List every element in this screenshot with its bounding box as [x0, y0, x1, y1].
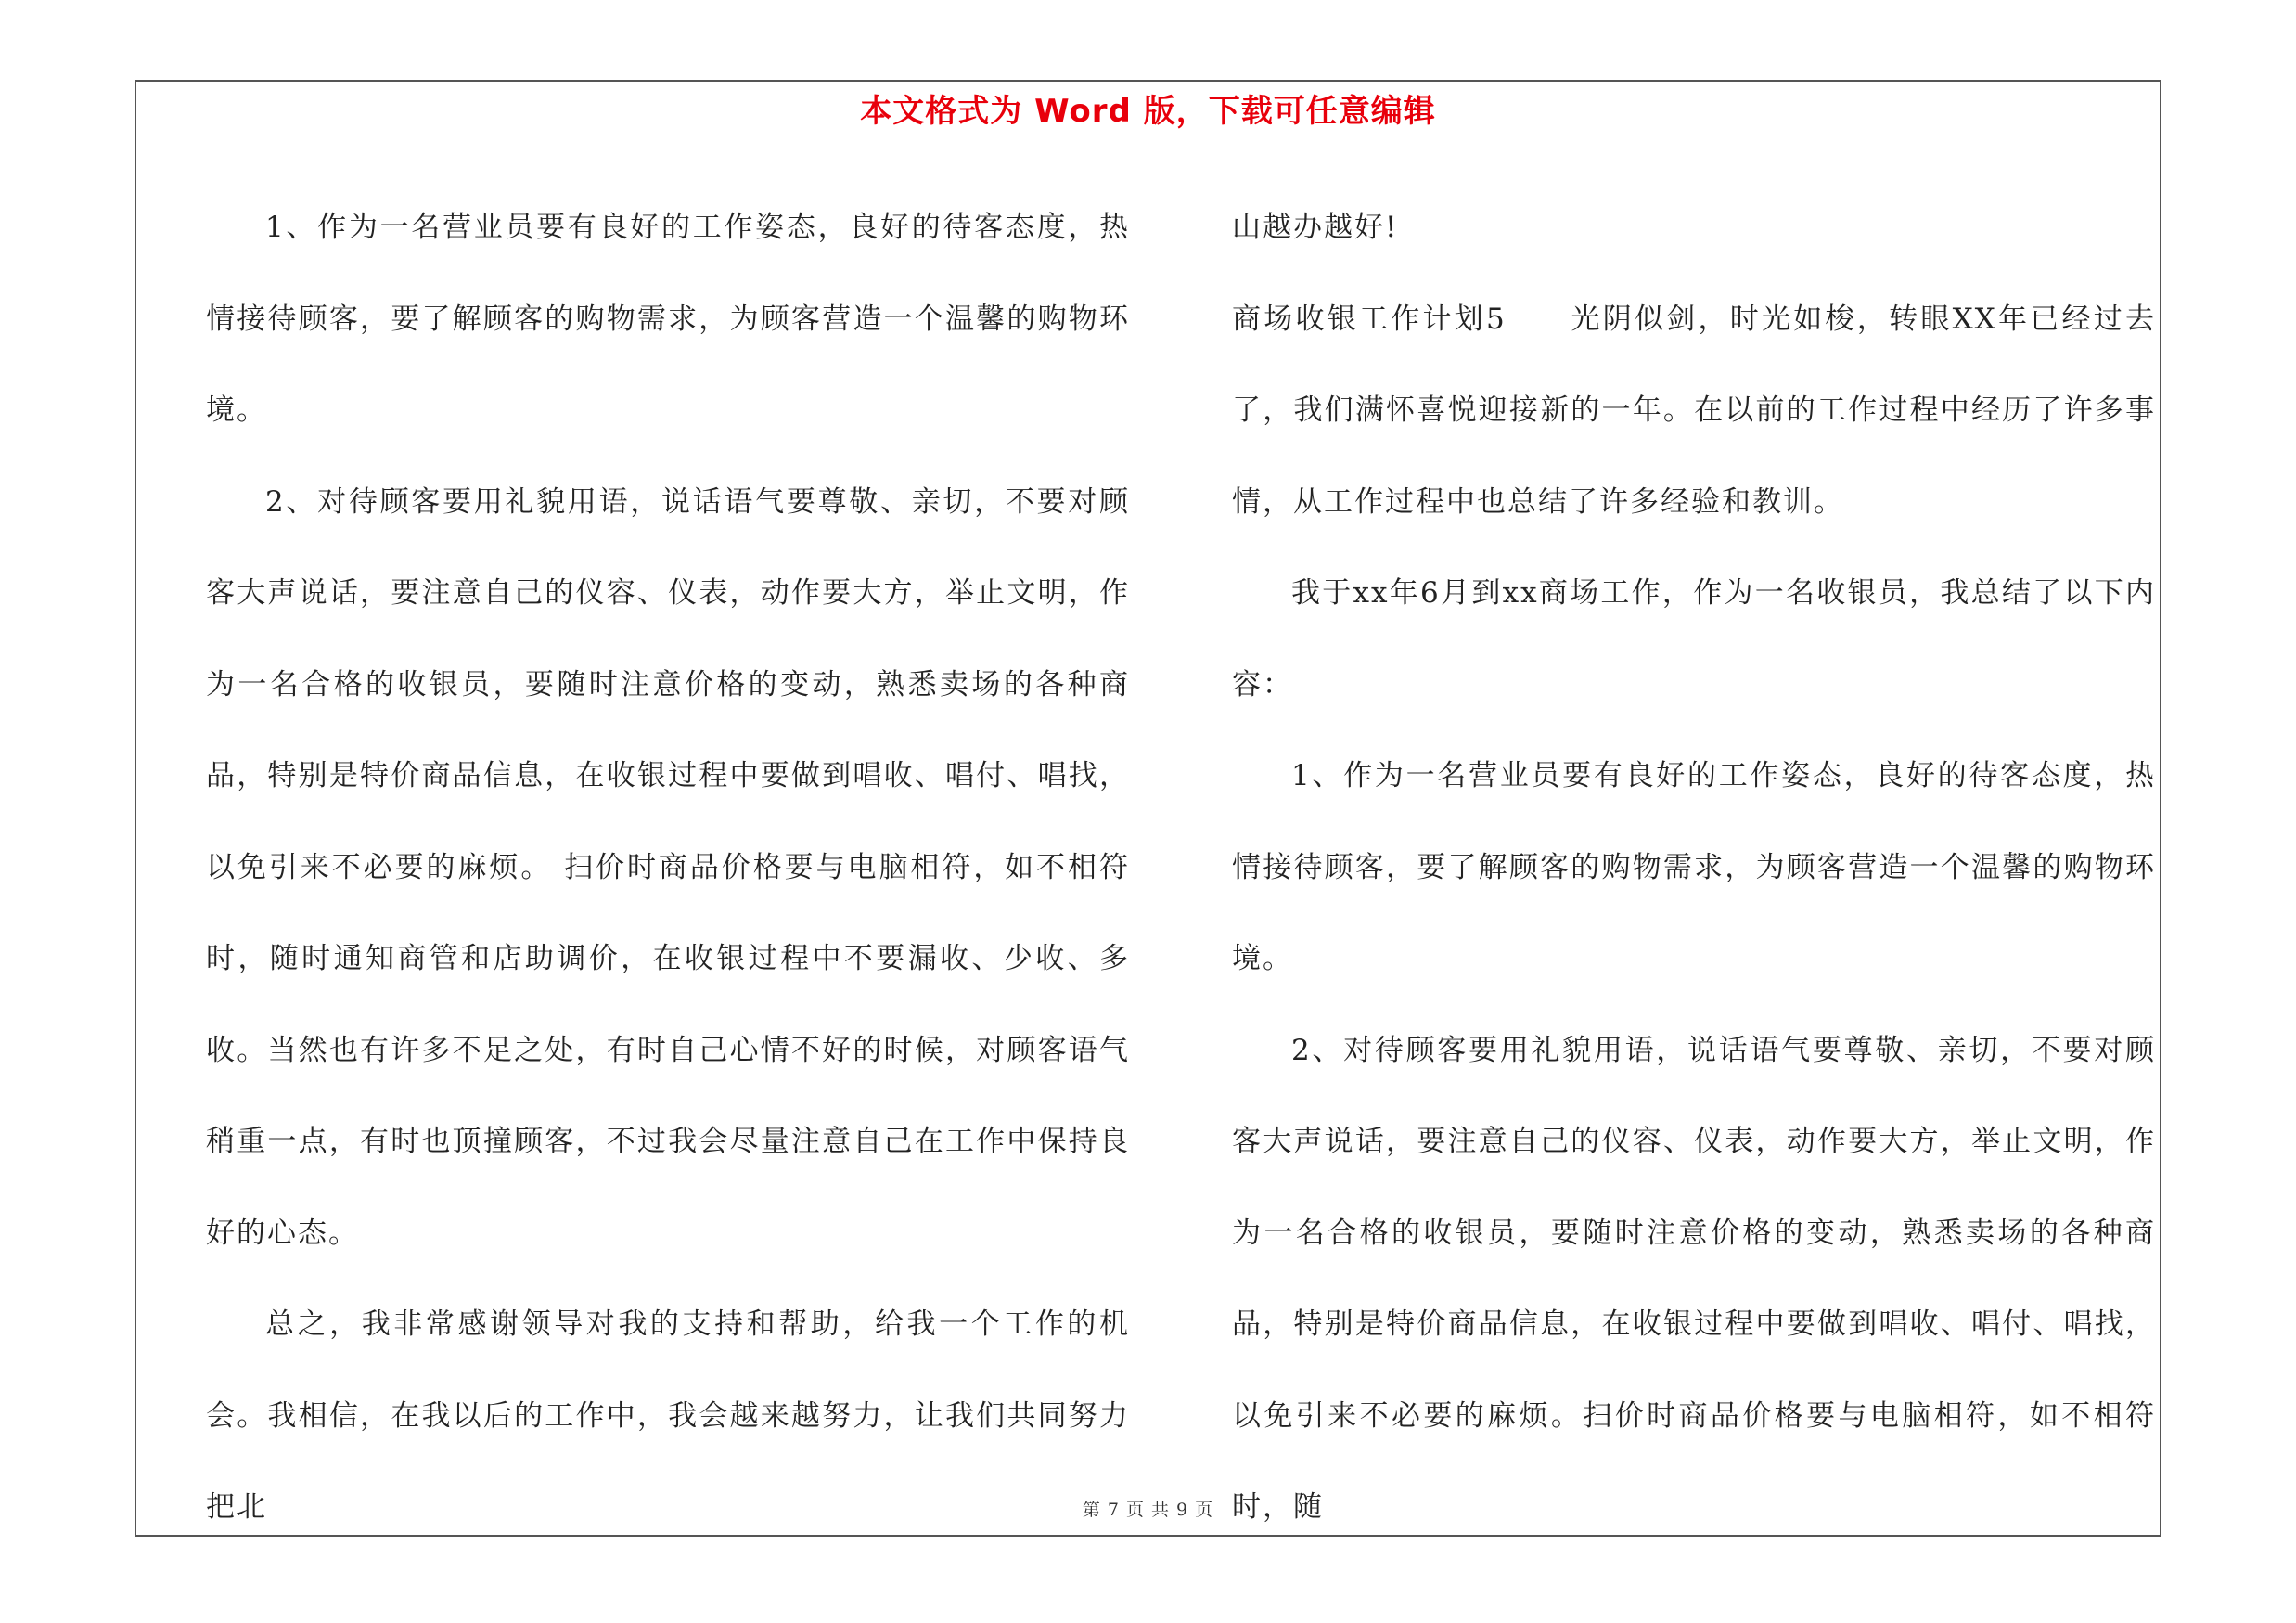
right-paragraph-continuation: 山越办越好!: [1232, 211, 1399, 244]
right-paragraph-intro: 我于xx年6月到xx商场工作，作为一名收银员，我总结了以下内容：: [1232, 576, 2156, 702]
right-paragraph-point-2: 2、对待顾客要用礼貌用语，说话语气要尊敬、亲切，不要对顾客大声说话，要注意自己的仪容、仪表，动作要大方，举止文明，作为一名合格的收银员，要随时注意价格的变动，熟悉卖场的各种商品，特别是特价商品信息，在收银过程中要做到唱收、唱付、唱找，以免引来不必要的麻烦。扫价时商品价格要与电脑相符，如不相符时，随: [1232, 1033, 2156, 1524]
format-banner: 本文格式为 Word 版，下载可任意编辑: [860, 93, 1436, 130]
left-paragraph-2: 2、对待顾客要用礼貌用语，说话语气要尊敬、亲切，不要对顾客大声说话，要注意自己的仪容、仪表，动作要大方，举止文明，作为一名合格的收银员，要随时注意价格的变动，熟悉卖场的各种商品，特别是特价商品信息，在收银过程中要做到唱收、唱付、唱找，以免引来不必要的麻烦。 扫价时商品价格要与电脑相符，如不相符时，随时通知商管和店助调价，在收银过程中不要漏收、少收、多收。当然也有许多不足之处，有时自己心情不好的时候，对顾客语气稍重一点，有时也顶撞顾客，不过我会尽量注意自己在工作中保持良好的心态。: [206, 484, 1130, 1250]
left-paragraph-3: 总之，我非常感谢领导对我的支持和帮助，给我一个工作的机会。我相信，在我以后的工作中，我会越来越努力，让我们共同努力把北: [206, 1307, 1130, 1524]
left-column: [206, 182, 1130, 1553]
right-paragraph-plan-heading: 商场收银工作计划5 光阴似剑，时光如梭，转眼XX年已经过去了，我们满怀喜悦迎接新的一年。在以前的工作过程中经历了许多事情，从工作过程中也总结了许多经验和教训。: [1232, 302, 2156, 519]
left-paragraph-1: 1、作为一名营业员要有良好的工作姿态，良好的待客态度，热情接待顾客，要了解顾客的购物需求，为顾客营造一个温馨的购物环境。: [206, 211, 1130, 427]
right-paragraph-point-1: 1、作为一名营业员要有良好的工作姿态，良好的待客态度，热情接待顾客，要了解顾客的购物需求，为顾客营造一个温馨的购物环境。: [1232, 759, 2156, 975]
page-number-footer: 第 7 页 共 9 页: [1082, 1500, 1214, 1520]
right-column: [1232, 182, 2156, 1553]
